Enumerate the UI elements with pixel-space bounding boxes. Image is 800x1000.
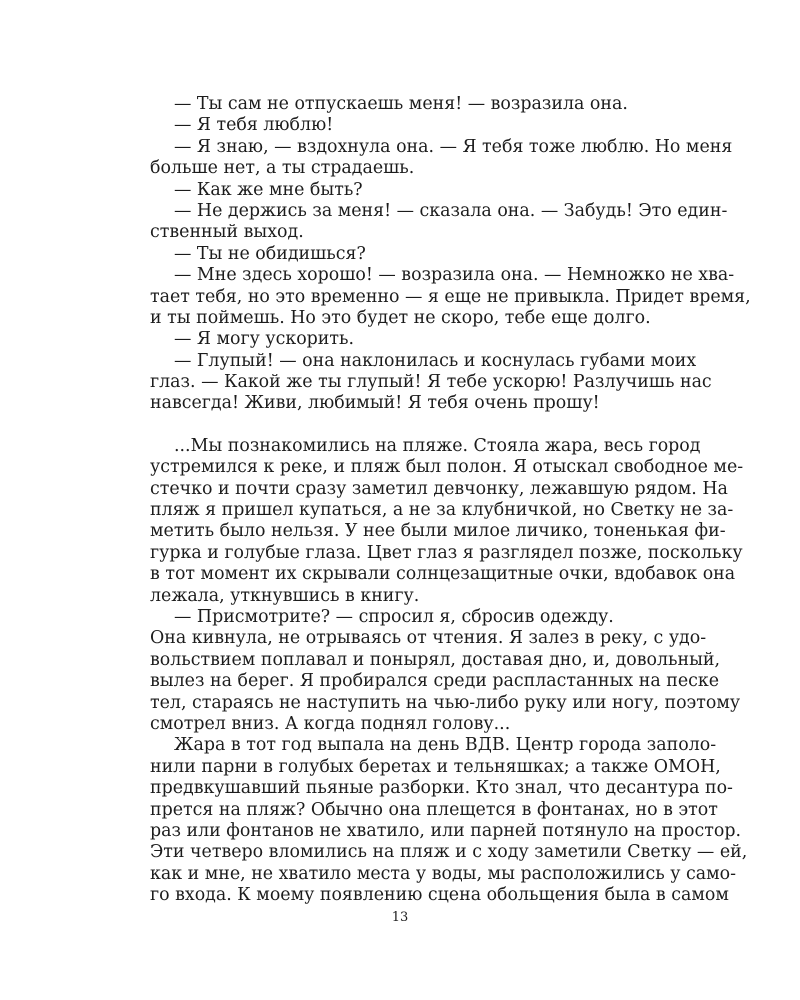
text-line: тел, стараясь не наступить на чью-либо руку или ногу, поэтому: [150, 692, 741, 713]
text-line: прется на пляж? Обычно она плещется в фонтанах, но в этот: [150, 799, 718, 820]
page-number: 13: [391, 910, 409, 925]
text-line: ственный выход.: [150, 222, 304, 243]
text-line: — Присмотрите? — спросил я, сбросив одежду.: [174, 606, 614, 627]
text-line: больше нет, а ты страдаешь.: [150, 158, 415, 179]
text-line: Она кивнула, не отрываясь от чтения. Я залез в реку, с удо-: [150, 628, 707, 649]
text-line: — Не держись за меня! — сказала она. — Забудь! Это един-: [174, 200, 728, 221]
text-line: и ты поймешь. Но это будет не скоро, тебе еще долго.: [150, 307, 651, 328]
section-break: [150, 415, 634, 436]
page-body: [150, 94, 751, 906]
text-line: вольствием поплавал и понырял, доставая дно, и, довольный,: [150, 649, 721, 670]
text-line: тает тебя, но это временно — я еще не привыкла. Придет время,: [150, 286, 751, 307]
text-line: в тот момент их скрывали солнцезащитные очки, вдобавок она: [150, 564, 736, 585]
text-line: гурка и голубые глаза. Цвет глаз я разглядел позже, поскольку: [150, 542, 743, 563]
text-line: — Я знаю, — вздохнула она. — Я тебя тоже люблю. Но меня: [174, 136, 733, 157]
text-line: как и мне, не хватило места у воды, мы расположились у само-: [150, 863, 736, 884]
text-line: — Мне здесь хорошо! — возразила она. — Немножко не хва-: [174, 265, 735, 286]
text-line: Эти четверо вломились на пляж и с ходу заметили Светку — ей,: [150, 842, 748, 863]
text-line: — Я тебя люблю!: [174, 115, 334, 136]
text-line: предвкушавший пьяные разборки. Кто знал, что десантура по-: [150, 778, 733, 799]
text-line: лежала, уткнувшись в книгу.: [150, 585, 420, 606]
text-line: стечко и почти сразу заметил девчонку, лежавшую рядом. На: [150, 478, 728, 499]
text-line: — Как же мне быть?: [174, 179, 363, 200]
text-line: раз или фонтанов не хватило, или парней потянуло на простор.: [150, 820, 742, 841]
text-line: метить было нельзя. У нее были милое личико, тоненькая фи-: [150, 521, 726, 542]
text-line: ...Мы познакомились на пляже. Стояла жара, весь город: [174, 435, 701, 456]
text-line: вылез на берег. Я пробирался среди распластанных на песке: [150, 671, 720, 692]
text-line: устремился к реке, и пляж был полон. Я отыскал свободное ме-: [150, 457, 744, 478]
text-line: — Ты сам не отпускаешь меня! — возразила она.: [174, 94, 628, 114]
text-line: пляж я пришел купаться, а не за клубничкой, но Светку не за-: [150, 500, 734, 521]
text-line: смотрел вниз. А когда поднял голову...: [150, 713, 511, 734]
text-line: — Я могу ускорить.: [174, 329, 355, 350]
narrative-block: [150, 435, 748, 907]
text-line: глаз. — Какой же ты глупый! Я тебе ускорю! Разлучишь нас: [150, 372, 712, 393]
text-line: го входа. К моему появлению сцена обольщения была в самом: [150, 885, 729, 906]
dialogue-block: [150, 94, 751, 415]
text-line: — Глупый! — она наклонилась и коснулась губами моих: [174, 350, 697, 371]
text-line: нили парни в голубых беретах и тельняшках; а также ОМОН,: [150, 756, 721, 777]
text-line: — Ты не обидишься?: [174, 243, 366, 264]
text-line: навсегда! Живи, любимый! Я тебя очень прошу!: [150, 393, 600, 414]
text-line: Жара в тот год выпала на день ВДВ. Центр города заполо-: [174, 735, 717, 756]
